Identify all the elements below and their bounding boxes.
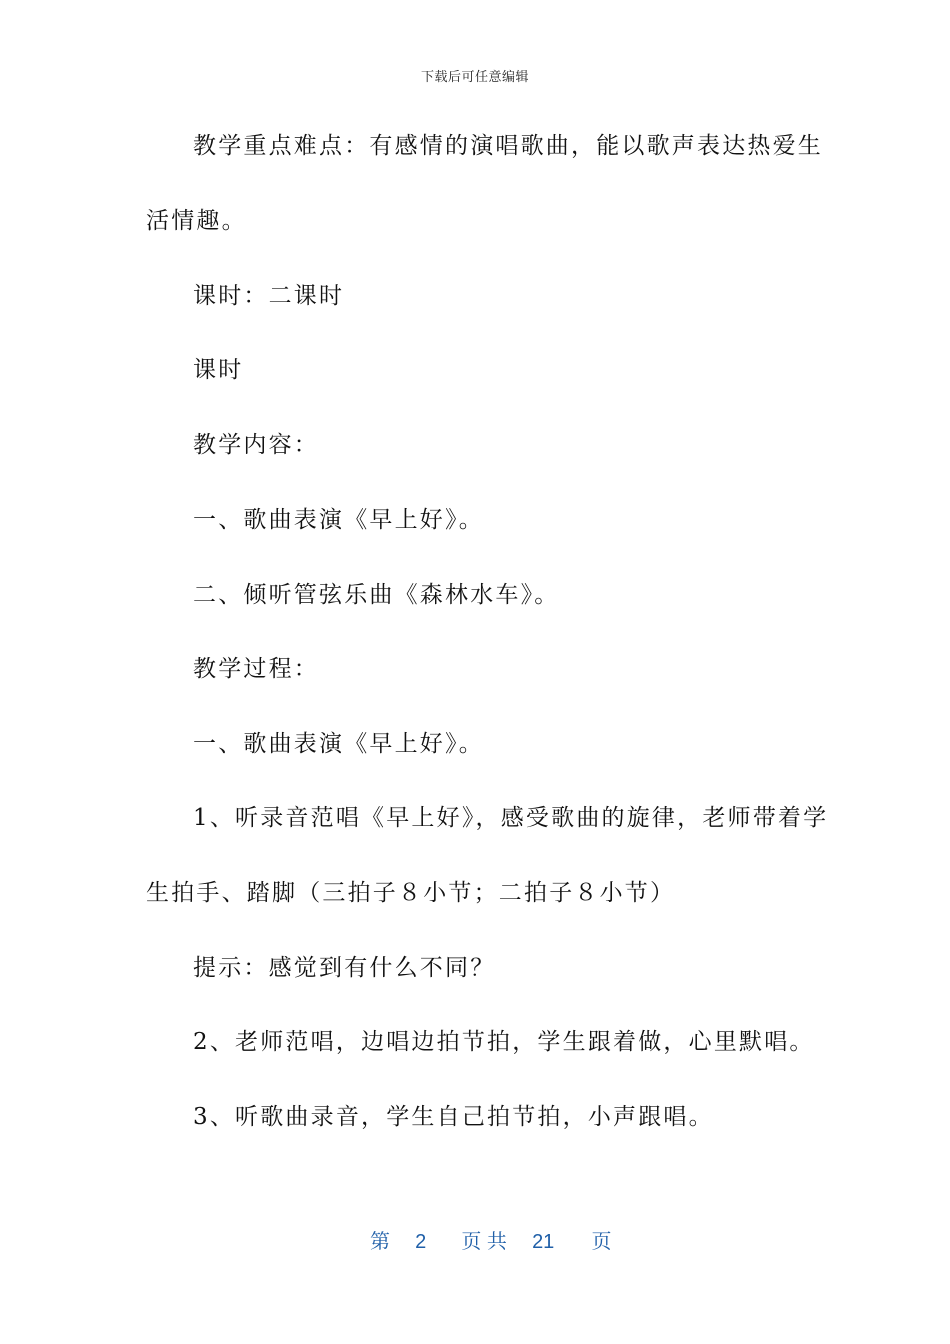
page-header: 下载后可任意编辑 xyxy=(420,70,529,85)
page-footer xyxy=(370,1225,611,1254)
footer-total-pages: 21 xyxy=(532,1231,555,1253)
text-line-content-heading: 教学内容： xyxy=(193,432,319,458)
text-line-process-heading: 教学过程： xyxy=(193,656,319,682)
text-line-periods: 课时：二课时 xyxy=(193,283,345,309)
text-line-process-1: 一、歌曲表演《早上好》。 xyxy=(193,731,484,757)
text-line-focus: 教学重点难点：有感情的演唱歌曲，能以歌声表达热爱生 xyxy=(193,133,823,159)
footer-suffix: 页 xyxy=(591,1231,612,1253)
text-line-step-2: 2、老师范唱，边唱边拍节拍，学生跟着做，心里默唱。 xyxy=(193,1029,815,1055)
footer-middle: 页 共 xyxy=(461,1231,507,1253)
text-line-period-heading: 课时 xyxy=(193,357,244,383)
text-line-focus-cont: 活情趣。 xyxy=(146,208,247,234)
text-line-content-2: 二、倾听管弦乐曲《森林水车》。 xyxy=(193,582,560,608)
footer-prefix: 第 xyxy=(370,1231,390,1253)
text-line-step-3: 3、听歌曲录音，学生自己拍节拍，小声跟唱。 xyxy=(193,1104,714,1130)
text-line-content-1: 一、歌曲表演《早上好》。 xyxy=(193,507,484,533)
text-line-step-1-cont: 生拍手、踏脚（三拍子８小节；二拍子８小节） xyxy=(146,880,676,906)
text-line-hint: 提示：感觉到有什么不同？ xyxy=(193,955,496,981)
footer-page-number: 2 xyxy=(415,1231,427,1253)
text-line-step-1: 1、听录音范唱《早上好》，感受歌曲的旋律，老师带着学 xyxy=(193,805,829,831)
